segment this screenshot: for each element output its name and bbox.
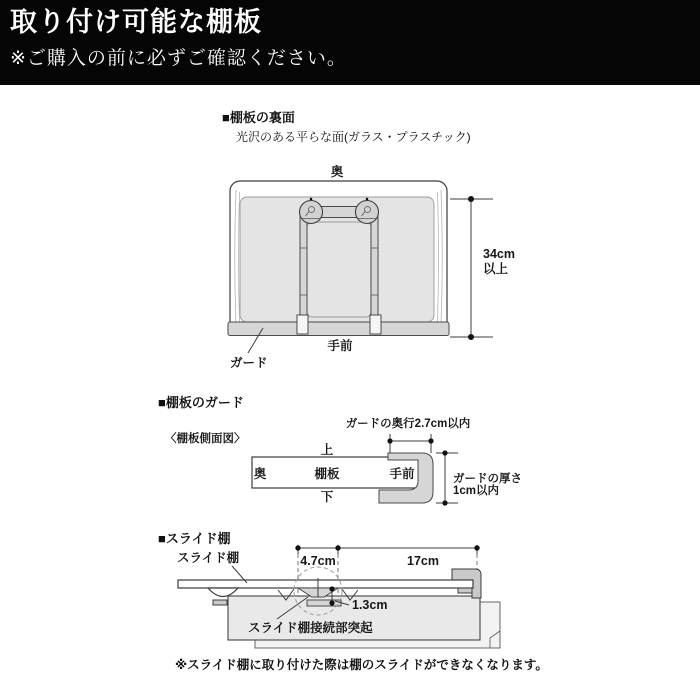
dim-thickness-label-2: 1cm以内 bbox=[453, 485, 500, 497]
section-heading-shelf-back: ■棚板の裏面 bbox=[222, 110, 295, 125]
slide-shelf-callout bbox=[177, 550, 247, 583]
header-banner bbox=[0, 0, 700, 85]
slide-shelf-note: ※スライド棚に取り付けた際は棚のスライドができなくなります。 bbox=[175, 658, 548, 672]
dim-1-3cm-label: 1.3cm bbox=[352, 598, 388, 612]
section-heading-slide: ■スライド棚 bbox=[158, 531, 231, 546]
label-protrusion: スライド棚接続部突起 bbox=[248, 621, 373, 635]
label-back-edge: 奥 bbox=[330, 165, 344, 179]
dim-depth-label: ガードの奥行2.7cm以内 bbox=[345, 418, 471, 430]
dimension-guard-thickness bbox=[436, 450, 522, 505]
diagram-slide-shelf bbox=[150, 545, 570, 657]
dim-34cm-suffix: 以上 bbox=[483, 262, 509, 276]
diagram-shelf-back bbox=[150, 160, 550, 380]
diagram-guard-side-view bbox=[150, 410, 570, 520]
label-back: 奥 bbox=[253, 467, 267, 481]
mount-clip-left bbox=[297, 315, 308, 334]
label-guard: ガード bbox=[230, 356, 268, 370]
slide-rail-foot bbox=[213, 600, 227, 605]
dim-17cm: 17cm bbox=[407, 554, 439, 568]
page-title: 取り付け可能な棚板 bbox=[10, 7, 262, 37]
label-down: 下 bbox=[320, 490, 334, 504]
dimension-34cm bbox=[450, 196, 515, 340]
dim-34cm-value: 34cm bbox=[483, 247, 515, 261]
bracket-lip bbox=[458, 588, 472, 593]
label-up: 上 bbox=[320, 443, 334, 457]
section-caption-shelf-back: 光沢のある平らな面(ガラス・プラスチック) bbox=[236, 130, 471, 144]
label-front: 手前 bbox=[389, 467, 415, 481]
label-front-edge: 手前 bbox=[327, 339, 353, 353]
dimension-guard-depth bbox=[346, 416, 471, 453]
dim-thickness-label-1: ガードの厚さ bbox=[453, 473, 522, 485]
mount-frame bbox=[300, 217, 378, 322]
caption-side-view: 〈棚板側面図〉 bbox=[165, 433, 246, 445]
label-slide-shelf: スライド棚 bbox=[177, 551, 240, 565]
label-board: 棚板 bbox=[314, 467, 340, 481]
slide-rail-bump bbox=[208, 588, 238, 597]
mount-clip-right bbox=[370, 315, 381, 334]
dim-4-7cm: 4.7cm bbox=[300, 554, 336, 568]
section-heading-guard: ■棚板のガード bbox=[158, 395, 244, 410]
page-subtitle: ※ご購入の前に必ずご確認ください。 bbox=[10, 47, 347, 69]
slide-shelf-bar bbox=[178, 580, 473, 588]
guard-bar bbox=[228, 322, 449, 336]
